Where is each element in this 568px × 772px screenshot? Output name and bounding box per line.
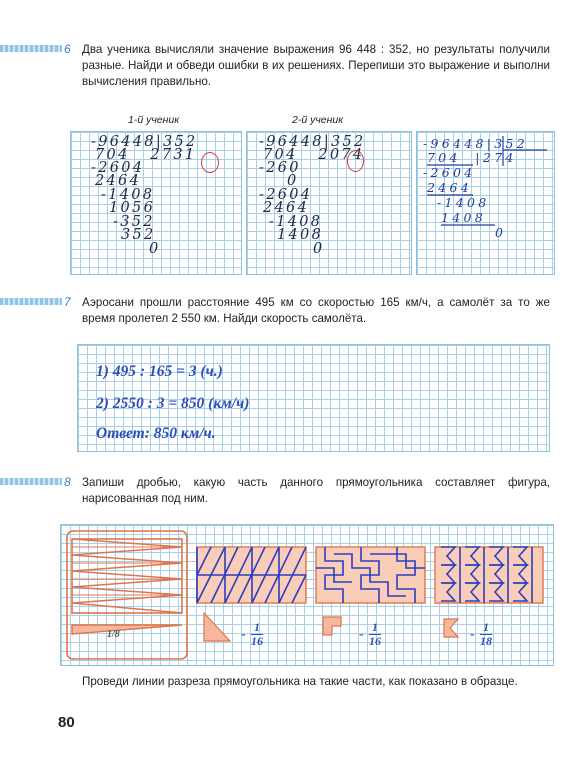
correct-line-3: 2464 [427,180,473,195]
fraction-1 [251,621,263,648]
correct-line-5: 1408 [441,210,487,225]
s2-line-1: 704 2074 [263,147,365,163]
answer-line-1: 1) 495 : 165 = 3 (ч.) [96,363,223,380]
s2-line-8: 0 [313,241,325,257]
s1-line-7: 352 [121,227,156,243]
task-number-8: 8 [64,475,71,489]
answer-line-3: Ответ: 850 км/ч. [96,425,216,442]
error-circle-2 [347,150,364,172]
fraction-2-sign: - [359,627,364,642]
section-marker-6 [0,45,62,52]
fraction-1-numerator: 1 [251,621,263,635]
task-7-text: Аэросани прошли расстояние 495 км со скоростью 165 км/ч, а самолёт за то же время пролетел 2 550 км. Найди скорость самолёта. [82,296,550,325]
s2-line-5: 2464 [263,200,310,216]
s1-line-1: 704 2731 [95,147,197,163]
task-number-7: 7 [64,295,71,309]
correct-line-2: -2604 [423,165,476,180]
correct-line-0: -96448|352 [423,136,529,151]
s1-line-3: 2464 [95,173,142,189]
fraction-2 [369,621,381,648]
section-marker-7 [0,298,62,305]
correct-underlines [417,132,554,274]
correct-line-4: -1408 [437,195,490,210]
fraction-3 [480,621,492,648]
s2-line-0: -96448|352 [259,134,366,150]
student-1-label: 1-й ученик [128,114,180,126]
correct-line-1: 704 |274 [427,150,517,165]
page-number: 80 [58,714,75,731]
fraction-3-denominator: 18 [480,634,492,648]
sample-fraction: 1/8 [107,629,120,640]
s2-line-6: -1408 [269,214,323,230]
s1-line-5: 1056 [109,200,156,216]
s2-line-4: -2604 [259,187,313,203]
fraction-1-denominator: 16 [251,634,263,648]
fraction-3-numerator: 1 [480,621,492,635]
s2-line-3: 0 [287,173,299,189]
task-7-grid [77,344,550,452]
answer-line-2: 2) 2550 : 3 = 850 (км/ч) [96,395,250,412]
correct-solution-grid [416,131,555,275]
s1-line-0: -96448|352 [91,134,198,150]
task-6-text: Два ученика вычисляли значение выражения 96 448 : 352, но результаты получили разные. Найди и обведи ошибки в их решениях. Перепиши это выражение и выполни вычисления правильно. [82,43,550,88]
correct-line-6: 0 [495,225,506,240]
s2-line-7: 1408 [277,227,324,243]
fraction-2-denominator: 16 [369,634,381,648]
s1-line-8: 0 [149,241,161,257]
student-2-label: 2-й ученик [292,114,344,126]
s1-line-6: -352 [113,214,155,230]
s2-line-2: -260 [259,160,301,176]
task-8-text: Запиши дробью, какую часть данного прямоугольника составляет фигура, нарисованная под ним. [82,476,550,505]
fraction-1-sign: - [241,627,246,642]
task-8-grid [60,524,554,666]
fraction-2-numerator: 1 [369,621,381,635]
s1-line-4: -1408 [101,187,155,203]
s1-line-2: -2604 [91,160,145,176]
student-2-grid [246,131,412,275]
task-number-6: 6 [64,42,71,56]
fraction-3-sign: - [470,627,475,642]
section-marker-8 [0,478,62,485]
task-8-footer-text: Проведи линии разреза прямоугольника на такие части, как показано в образце. [82,675,518,688]
student-1-grid [70,131,242,275]
error-circle-1 [201,152,219,173]
